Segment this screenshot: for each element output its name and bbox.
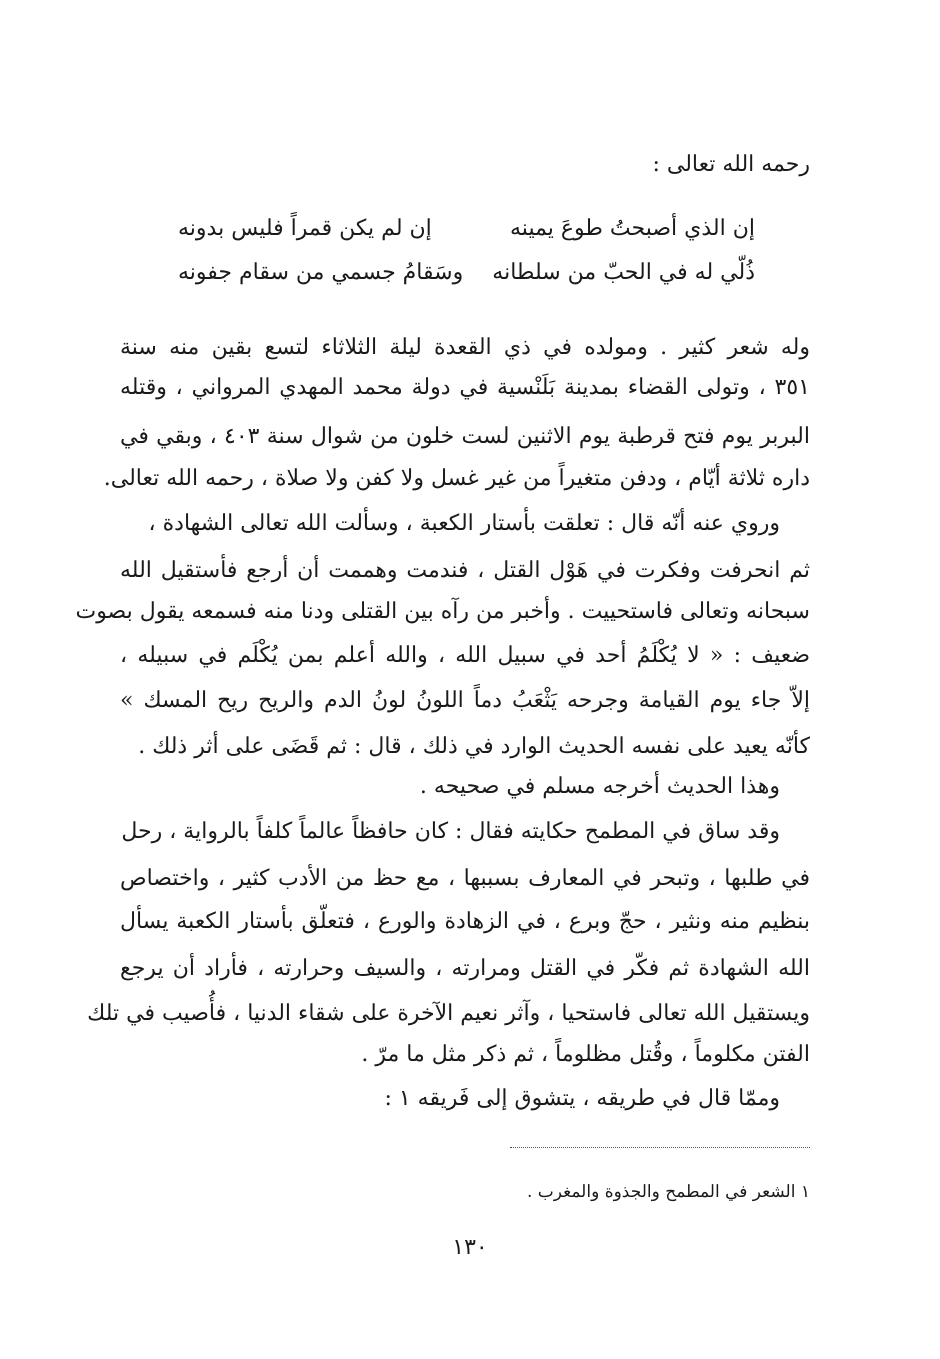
text-line-14: بنظيم منه ونثير ، حجّ وبرع ، في الزهادة والورع ، فتعلّق بأستار الكعبة يسأل (120, 909, 810, 934)
text-line-17: الفتن مكلوماً ، وقُتل مظلوماً ، ثم ذكر مثل ما مرّ . (361, 1042, 810, 1067)
text-line-2: ٣٥١ ، وتولى القضاء بمدينة بَلَنْسية في دولة محمد المهدي المرواني ، وقتله (120, 375, 810, 400)
text-line-4: داره ثلاثة أيّام ، ودفن متغيراً من غير غسل ولا كفن ولا صلاة ، رحمه الله تعالى. (103, 466, 810, 491)
verse-1-first-hemistich: إن الذي أصبحتُ طوعَ يمينه (510, 216, 755, 241)
verse-2-second-hemistich: وسَقامُ جسمي من سقام جفونه (178, 260, 464, 285)
text-line-16: ويستقيل الله تعالى فاستحيا ، وآثر نعيم الآخرة على شقاء الدنيا ، فأُصيب في تلك (87, 1001, 810, 1026)
text-line-8: ضعيف : « لا يُكْلَمُ أحد في سبيل الله ، والله أعلم بمن يُكْلَم في سبيله ، (120, 643, 810, 668)
text-line-11: وهذا الحديث أخرجه مسلم في صحيحه . (419, 774, 780, 799)
text-line-7: سبحانه وتعالى فاستحييت . وأخبر من رآه بين القتلى ودنا منه فسمعه يقول بصوت (75, 599, 810, 624)
text-line-6: ثم انحرفت وفكرت في هَوْل القتل ، فندمت وهممت أن أرجع فأستقيل الله (120, 558, 810, 583)
intro-line: رحمه الله تعالى : (652, 152, 810, 177)
verse-1-second-hemistich: إن لم يكن قمراً فليس بدونه (178, 216, 432, 241)
text-line-3: البربر يوم فتح قرطبة يوم الاثنين لست خلون من شوال سنة ٤٠٣ ، وبقي في (120, 424, 811, 449)
text-line-1: وله شعر كثير . ومولده في ذي القعدة ليلة الثلاثاء لتسع بقين منه سنة (120, 335, 810, 360)
footnote-divider (510, 1147, 810, 1148)
footnote: ١ الشعر في المطمح والجذوة والمغرب . (526, 1182, 810, 1202)
text-line-5: وروي عنه أنّه قال : تعلقت بأستار الكعبة ، وسألت الله تعالى الشهادة ، (148, 511, 780, 536)
page-number: ١٣٠ (452, 1235, 488, 1260)
text-line-10: كأنّه يعيد على نفسه الحديث الوارد في ذلك ، قال : ثم قَضَى على أثر ذلك . (138, 734, 810, 759)
text-line-13: في طلبها ، وتبحر في المعارف بسببها ، مع حظ من الأدب كثير ، واختصاص (120, 866, 810, 891)
text-line-15: الله الشهادة ثم فكّر في القتل ومرارته ، والسيف وحرارته ، فأراد أن يرجع (120, 956, 810, 981)
text-line-12: وقد ساق في المطمح حكايته فقال : كان حافظاً عالماً كلفاً بالرواية ، رحل (121, 819, 780, 844)
verse-2-first-hemistich: ذُلّي له في الحبّ من سلطانه (492, 260, 755, 285)
text-line-9: إلاّ جاء يوم القيامة وجرحه يَثْعَبُ دماً اللونُ لونُ الدم والريح ريح المسك » (120, 688, 810, 713)
text-line-18: وممّا قال في طريقه ، يتشوق إلى فَريقه ١ : (384, 1086, 780, 1111)
